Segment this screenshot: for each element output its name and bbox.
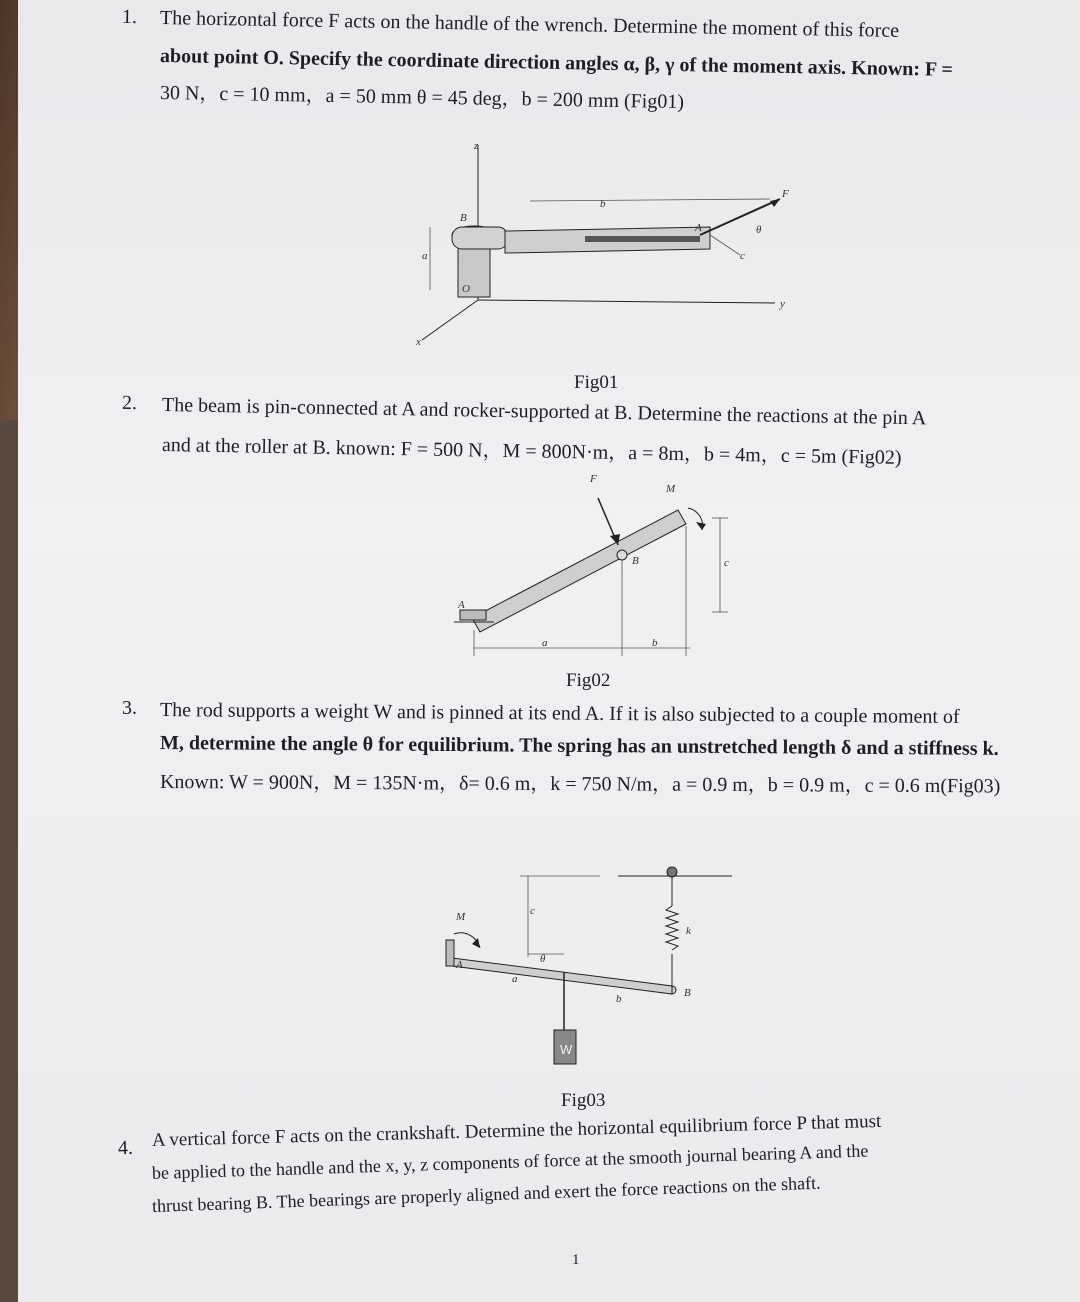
q2-number: 2. <box>121 391 138 415</box>
q2-text-line2: and at the roller at B. known: F = 500 N，M = 800N·m，a = 8m，b = 4m，c = 5m (Fig02) <box>161 434 902 469</box>
fig03-caption: Fig03 <box>561 1090 606 1111</box>
fig01-label-theta: θ <box>756 224 762 236</box>
fig01-label-B: B <box>460 212 467 224</box>
fig02-label-B: B <box>632 555 639 567</box>
q1-number: 1. <box>121 5 138 29</box>
fig03-label-k: k <box>686 925 691 937</box>
fig02-label-b: b <box>652 637 658 649</box>
fig01-label-a: a <box>422 250 428 262</box>
q4-text-line2: be applied to the handle and the x, y, z components of force at the smooth journal bearing A and the <box>151 1140 869 1183</box>
fig03-label-W: W <box>560 1042 573 1057</box>
fig02-beam-diagram <box>450 470 750 670</box>
q1-text-line2: about point O. Specify the coordinate direction angles α, β, γ of the moment axis. Known: F = <box>159 45 954 81</box>
fig02-label-a: a <box>542 637 548 649</box>
fig02-caption: Fig02 <box>566 670 611 691</box>
fig02-label-c: c <box>724 557 729 569</box>
q4-number: 4. <box>117 1136 134 1160</box>
q1-text-line3: 30 N，c = 10 mm，a = 50 mm θ = 45 deg，b = 200 mm (Fig01) <box>159 82 685 114</box>
fig03-label-M: M <box>456 911 466 923</box>
fig01-label-A: A <box>695 222 702 234</box>
fig01-label-F: F <box>782 188 789 200</box>
fig03-label-c: c <box>530 905 535 917</box>
q3-text-line3: Known: W = 900N，M = 135N·m，δ= 0.6 m，k = 750 N/m，a = 0.9 m，b = 0.9 m，c = 0.6 m(Fig03) <box>159 771 1001 798</box>
fig01-label-O: O <box>462 283 470 295</box>
fig01-caption: Fig01 <box>574 372 619 393</box>
q3-number: 3. <box>122 697 137 719</box>
fig01-label-y: y <box>780 298 785 310</box>
fig03-rod-spring-diagram <box>440 862 740 1072</box>
fig02-label-A: A <box>458 599 465 611</box>
fig03-label-B: B <box>684 987 691 999</box>
fig01-wrench-diagram <box>410 135 810 355</box>
fig03-label-b: b <box>616 993 622 1005</box>
fig01-label-b: b <box>600 198 606 210</box>
fig02-label-F: F <box>590 473 597 485</box>
q1-text-line1: The horizontal force F acts on the handle of the wrench. Determine the moment of this force <box>159 7 900 42</box>
q4-text-line3: thrust bearing B. The bearings are properly aligned and exert the force reactions on the shaft. <box>151 1172 821 1216</box>
q4-text-line1: A vertical force F acts on the crankshaft. Determine the horizontal equilibrium force P that must <box>151 1110 882 1151</box>
fig02-label-M: M <box>666 483 676 495</box>
fig03-label-a: a <box>512 973 518 985</box>
fig03-label-A: A <box>456 959 463 971</box>
fig03-label-theta: θ <box>540 953 546 965</box>
fig01-label-z: z <box>474 140 479 152</box>
q2-text-line1: The beam is pin-connected at A and rocker-supported at B. Determine the reactions at the pin A <box>161 394 927 430</box>
fig01-label-c: c <box>740 250 745 262</box>
q3-text-line2: M, determine the angle θ for equilibrium. The spring has an unstretched length δ and a stiffness k. <box>159 732 999 760</box>
q3-text-line1: The rod supports a weight W and is pinned at its end A. If it is also subjected to a couple moment of <box>159 699 960 728</box>
page-number: 1 <box>572 1252 580 1268</box>
fig01-label-x: x <box>416 336 421 348</box>
